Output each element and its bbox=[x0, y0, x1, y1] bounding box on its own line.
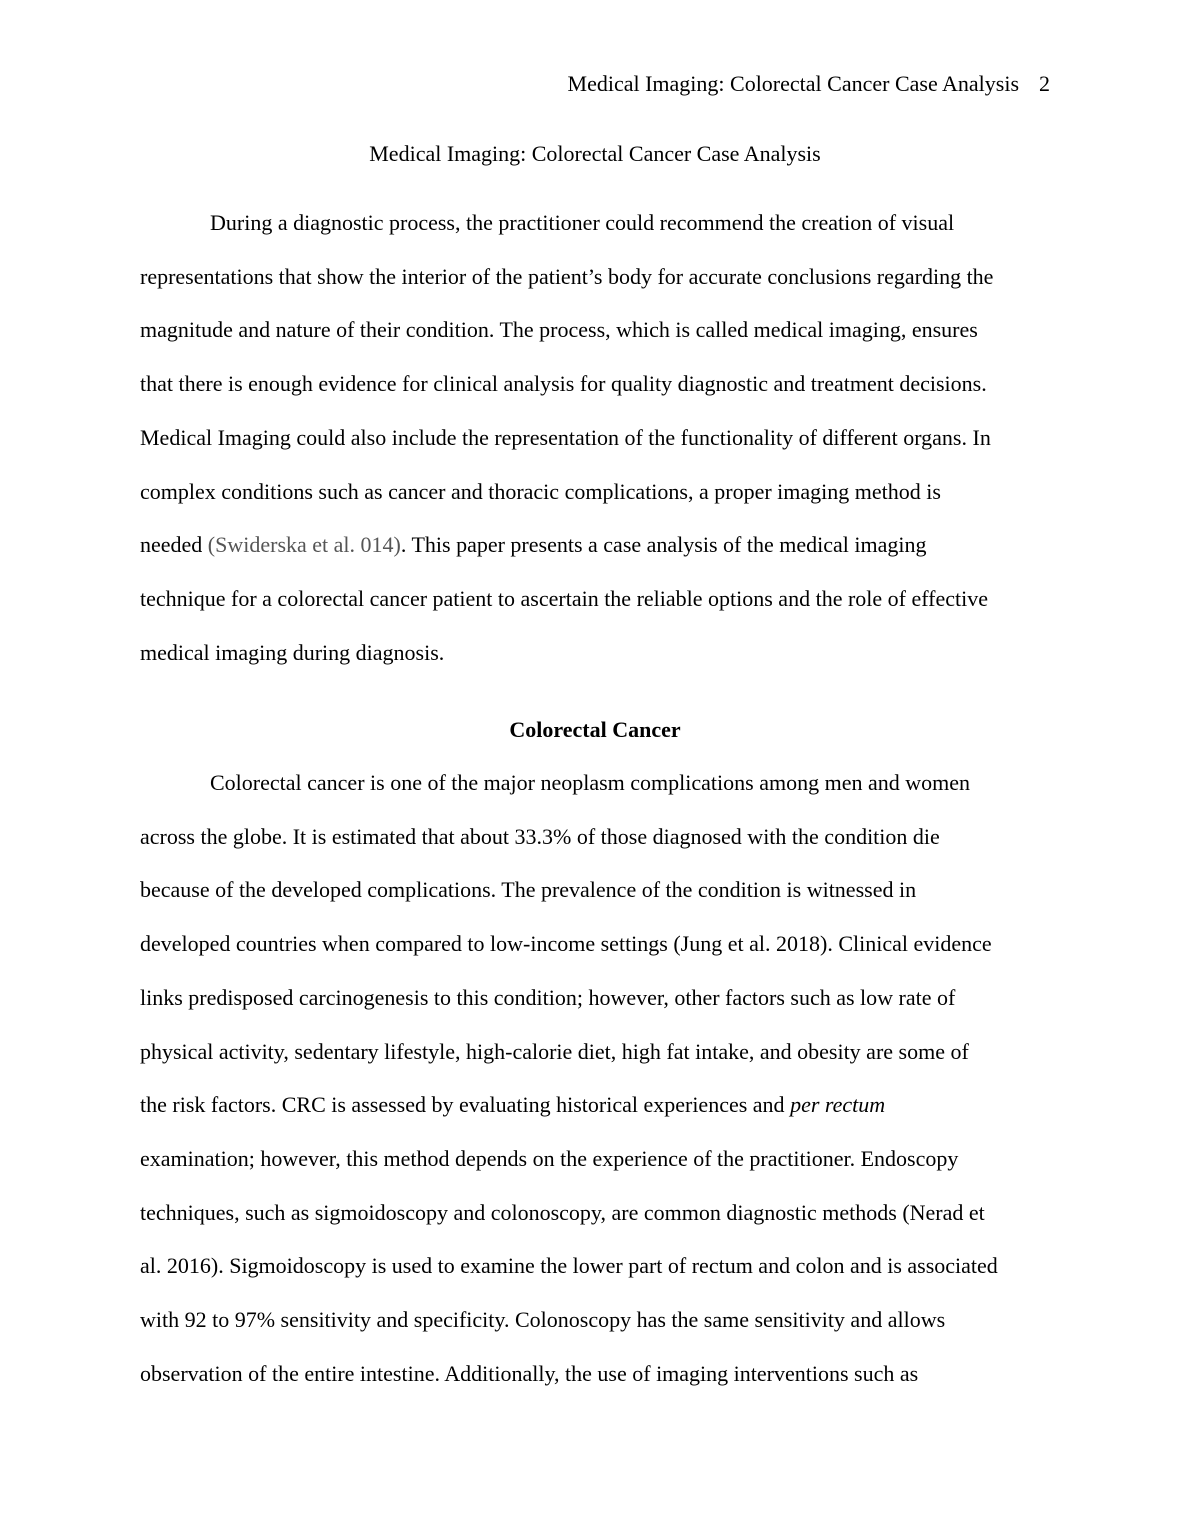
page-number: 2 bbox=[1039, 71, 1050, 96]
paragraph-line: observation of the entire intestine. Additionally, the use of imaging interventions such as bbox=[140, 1360, 919, 1386]
paragraph-line: with 92 to 97% sensitivity and specificity. Colonoscopy has the same sensitivity and allows bbox=[140, 1307, 946, 1333]
italic-term: per rectum bbox=[790, 1092, 886, 1118]
paragraph-line: technique for a colorectal cancer patient to ascertain the reliable options and the role of effective bbox=[140, 585, 989, 611]
paragraph-line: that there is enough evidence for clinical analysis for quality diagnostic and treatment decisions. bbox=[140, 371, 987, 397]
intro-paragraph bbox=[140, 196, 1052, 679]
citation: (Swiderska et al. 014) bbox=[207, 532, 401, 558]
paragraph-line: developed countries when compared to low-income settings (Jung et al. 2018). Clinical evidence bbox=[140, 931, 992, 957]
paragraph-line: complex conditions such as cancer and thoracic complications, a proper imaging method is bbox=[140, 478, 941, 504]
paragraph-line: physical activity, sedentary lifestyle, high-calorie diet, high fat intake, and obesity are some of bbox=[140, 1038, 969, 1064]
paragraph-line: representations that show the interior of the patient’s body for accurate conclusions regarding the bbox=[140, 263, 994, 289]
paragraph-line: Colorectal cancer is one of the major neoplasm complications among men and women bbox=[210, 770, 970, 795]
paragraph-line bbox=[140, 1078, 1052, 1132]
paragraph-line: examination; however, this method depends on the experience of the practitioner. Endoscopy bbox=[140, 1145, 959, 1171]
paragraph-line: techniques, such as sigmoidoscopy and colonoscopy, are common diagnostic methods (Nerad et bbox=[140, 1199, 985, 1225]
text-run: . This paper presents a case analysis of the medical imaging bbox=[400, 532, 927, 558]
running-header-title: Medical Imaging: Colorectal Cancer Case Analysis bbox=[567, 71, 1019, 96]
paragraph-line: medical imaging during diagnosis. bbox=[140, 639, 445, 665]
paragraph-line: links predisposed carcinogenesis to this condition; however, other factors such as low rate of bbox=[140, 984, 956, 1010]
paragraph-line: across the globe. It is estimated that about 33.3% of those diagnosed with the condition die bbox=[140, 823, 940, 849]
paragraph-line: During a diagnostic process, the practitioner could recommend the creation of visual bbox=[210, 210, 955, 235]
paragraph-line: Medical Imaging could also include the representation of the functionality of different organs. In bbox=[140, 424, 991, 450]
paragraph-line bbox=[140, 518, 1052, 572]
section-paragraph bbox=[140, 756, 1052, 1400]
text-run: the risk factors. CRC is assessed by evaluating historical experiences and bbox=[140, 1092, 791, 1118]
paragraph-line: because of the developed complications. The prevalence of the condition is witnessed in bbox=[140, 877, 917, 903]
running-header bbox=[568, 71, 1050, 97]
paragraph-line: al. 2016). Sigmoidoscopy is used to examine the lower part of rectum and colon and is associated bbox=[140, 1253, 998, 1279]
paragraph-line: magnitude and nature of their condition. The process, which is called medical imaging, ensures bbox=[140, 317, 978, 343]
section-heading: Colorectal Cancer bbox=[509, 717, 681, 742]
text-run: needed bbox=[140, 532, 208, 558]
document-title: Medical Imaging: Colorectal Cancer Case Analysis bbox=[369, 141, 821, 166]
